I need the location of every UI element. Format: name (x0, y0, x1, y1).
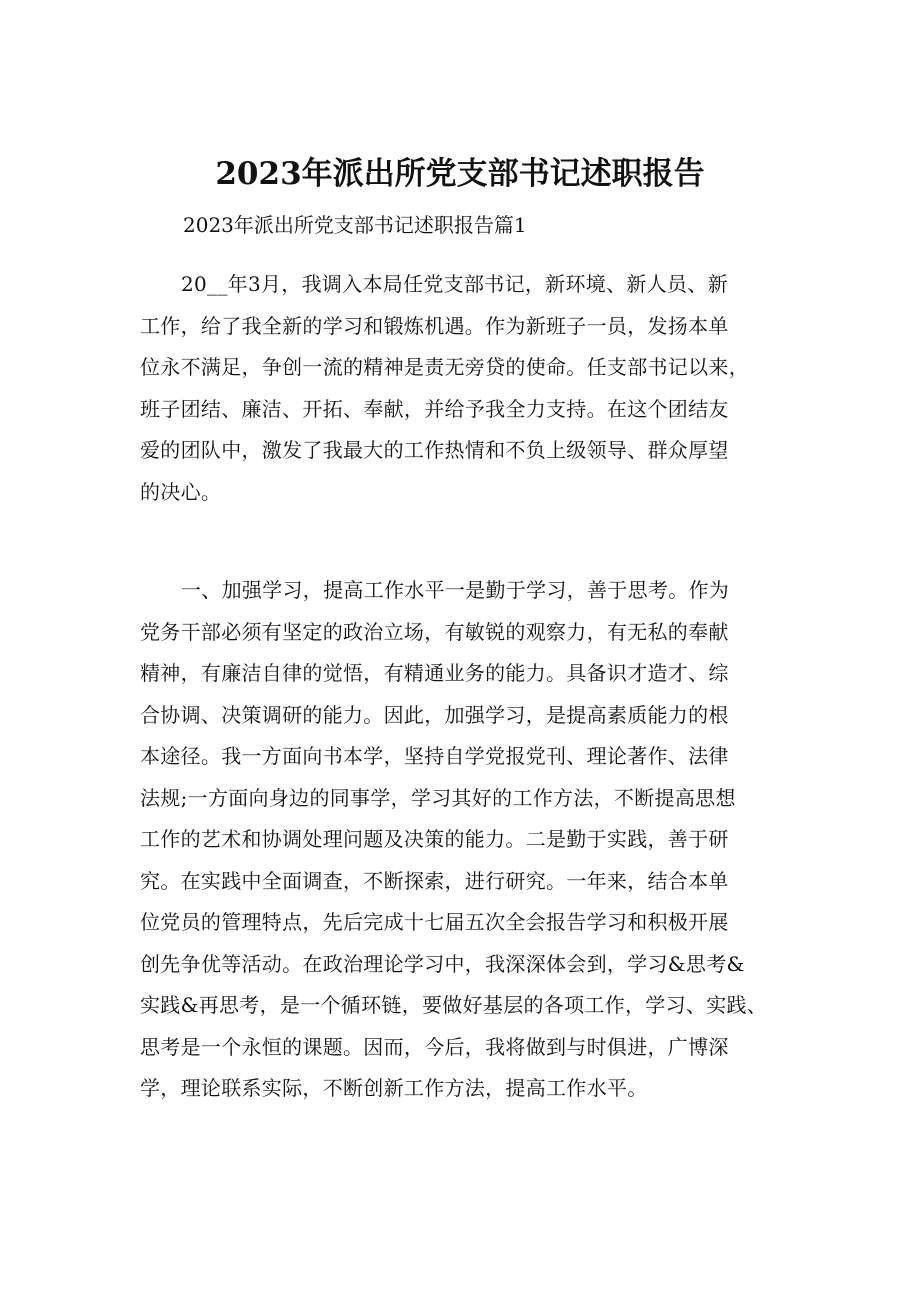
paragraph-line: 工作，给了我全新的学习和锻炼机遇。作为新班子一员，发扬本单 (140, 313, 729, 338)
paragraph-line: 合协调、决策调研的能力。因此，加强学习，是提高素质能力的根 (140, 702, 729, 727)
paragraph-line: 位党员的管理特点，先后完成十七届五次全会报告学习和积极开展 (140, 910, 729, 934)
paragraph-line: 思考是一个永恒的课题。因而，今后，我将做到与时俱进，广博深 (140, 1034, 729, 1059)
paragraph-line: 学，理论联系实际，不断创新工作方法，提高工作水平。 (140, 1076, 648, 1100)
document-subtitle: 2023年派出所党支部书记述职报告篇1 (183, 213, 527, 237)
paragraph-line: 20__年3月，我调入本局任党支部书记，新环境、新人员、新 (181, 272, 728, 296)
paragraph-line: 的决心。 (140, 479, 222, 504)
paragraph-line: 精神，有廉洁自律的觉悟，有精通业务的能力。具备识才造才、综 (140, 661, 729, 685)
paragraph-2 (140, 570, 800, 1110)
paragraph-line: 一、加强学习，提高工作水平一是勤于学习，善于思考。作为 (181, 578, 730, 602)
paragraph-line: 班子团结、廉洁、开拓、奉献，并给予我全力支持。在这个团结友 (140, 396, 729, 421)
paragraph-1 (140, 264, 800, 513)
paragraph-line: 本途径。我一方面向书本学，坚持自学党报党刊、理论著作、法律 (140, 744, 729, 768)
paragraph-line: 位永不满足，争创一流的精神是责无旁贷的使命。任支部书记以来， (140, 355, 749, 379)
paragraph-line: 党务干部必须有坚定的政治立场，有敏锐的观察力，有无私的奉献 (140, 619, 729, 644)
paragraph-line: 究。在实践中全面调查，不断探索，进行研究。一年来，结合本单 (140, 868, 729, 893)
paragraph-line: 爱的团队中，激发了我最大的工作热情和不负上级领导、群众厚望 (140, 438, 729, 462)
paragraph-line: 法规;一方面向身边的同事学，学习其好的工作方法，不断提高思想 (140, 785, 736, 810)
paragraph-line: 工作的艺术和协调处理问题及决策的能力。二是勤于实践，善于研 (140, 827, 729, 851)
paragraph-line: 创先争优等活动。在政治理论学习中，我深深体会到，学习&思考& (140, 951, 745, 976)
paragraph-line: 实践&再思考，是一个循环链，要做好基层的各项工作，学习、实践、 (140, 993, 768, 1017)
document-title: 2023年派出所党支部书记述职报告 (215, 156, 705, 192)
